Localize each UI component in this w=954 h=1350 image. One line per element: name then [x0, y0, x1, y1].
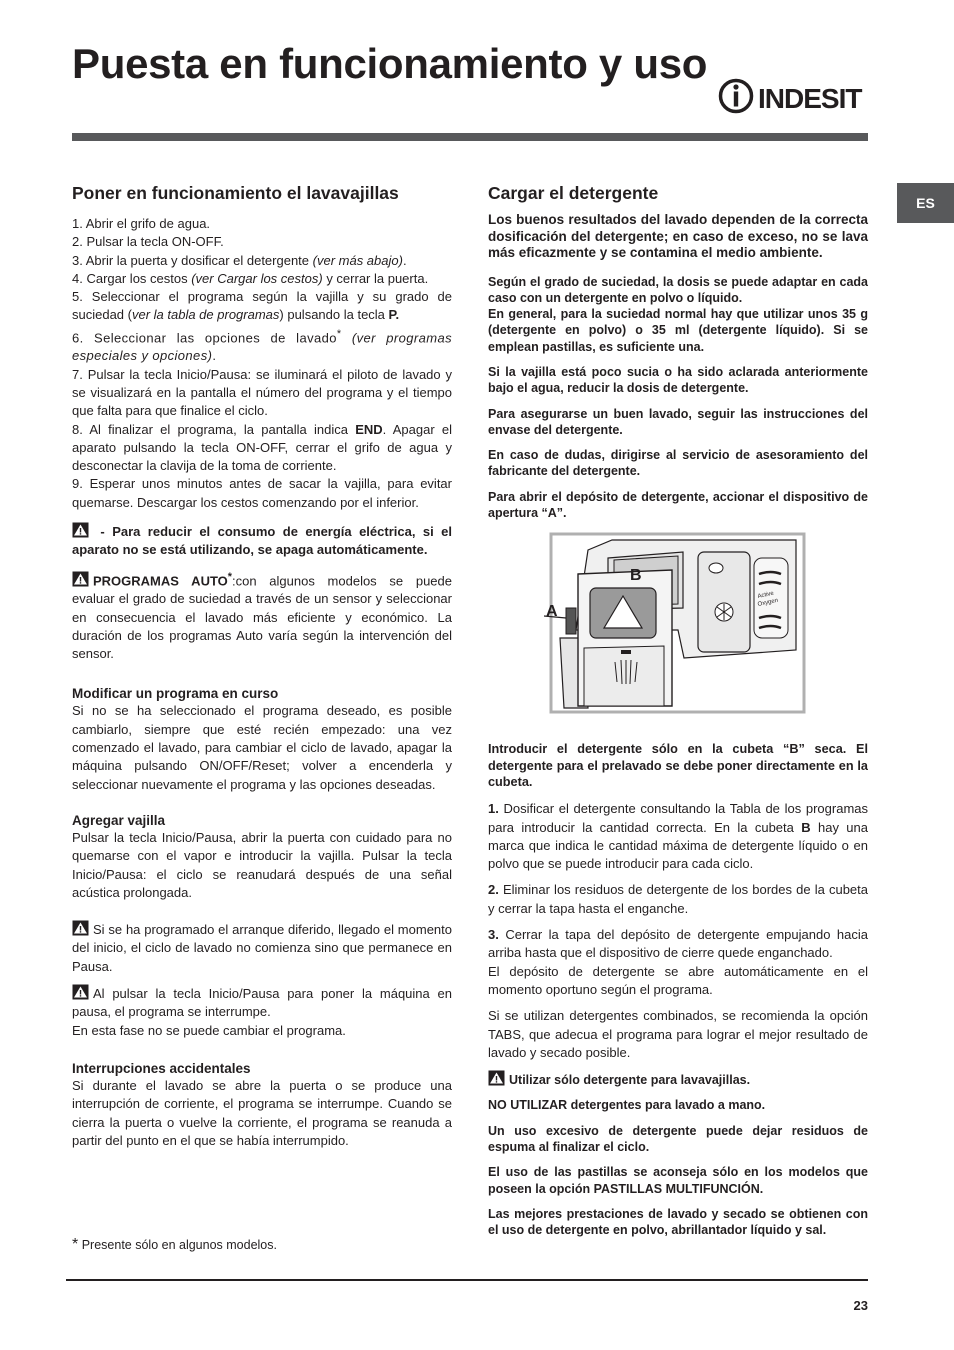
warning-icon	[72, 571, 89, 587]
step-5: 5. Seleccionar el programa según la vajilla y su grado de suciedad (ver la tabla de programas) pulsando la tecla P.	[72, 289, 452, 323]
right-column	[488, 182, 868, 1247]
instruction-2: 2. Eliminar los residuos de detergente de los bordes de la cubeta y cerrar la tapa hasta el enganche.	[488, 882, 868, 916]
step-3: 3. Abrir la puerta y dosificar el detergente (ver más abajo).	[72, 252, 407, 268]
pause-note-2: En esta fase no se puede cambiar el programa.	[72, 1022, 346, 1038]
svg-text:INDESIT: INDESIT	[758, 83, 862, 114]
page-title: Puesta en funcionamiento y uso	[72, 40, 708, 87]
active-oxygen-label-1: Active	[757, 591, 775, 601]
step-4: 4. Cargar los cestos (ver Cargar los cestos) y cerrar la puerta.	[72, 270, 429, 286]
warning-icon	[72, 920, 89, 936]
label-a: A	[546, 603, 558, 621]
step-2: 2. Pulsar la tecla ON-OFF.	[72, 234, 224, 250]
instruction-3: 3. Cerrar la tapa del depósito de detergente empujando hacia arriba hasta que el dispositivo de cierre quede enganchado.	[488, 927, 868, 961]
footer-rule	[66, 1279, 868, 1281]
section-heading-detergent: Cargar el detergente	[488, 183, 659, 203]
active-oxygen-label-2: Oxygen	[757, 598, 779, 609]
warning-excess-detergent: Un uso excesivo de detergente puede dejar residuos de espuma al finalizar el ciclo.	[488, 1123, 868, 1154]
dispenser-illustration	[488, 530, 806, 718]
open-dispenser-text: Para abrir el depósito de detergente, accionar el dispositivo de apertura “A”.	[488, 489, 868, 521]
delayed-start-note: Si se ha programado el arranque diferido, llegado el momento del inicio, el ciclo de lavado no comienza sino que permanece en Pausa.	[72, 922, 452, 974]
warning-icon	[72, 522, 89, 538]
detergent-dispenser-figure	[488, 530, 806, 718]
warning-no-hand-detergent: NO UTILIZAR detergentes para lavado a mano.	[488, 1098, 766, 1113]
modify-heading: Modificar un programa en curso	[72, 686, 279, 702]
step-6: 6. Seleccionar las opciones de lavado* (ver programas especiales y opciones).	[72, 327, 452, 364]
add-dishes-text: Pulsar la tecla Inicio/Pausa, abrir la puerta con cuidado para no quemarse con el vapor e introducir la vajilla. Pulsar la tecla Inicio/Pausa: el ciclo se reanudará después de una señal acústica prolongada.	[72, 829, 452, 900]
tabs-text: Si se utilizan detergentes combinados, se recomienda la opción TABS, que adecua el programa para lograr el mejor resultado de lavado y secado posible.	[488, 1008, 868, 1060]
dry-compartment-text: Introducir el detergente sólo en la cubeta “B” seca. El detergente para el prelavado se debe poner directamente en la cubeta.	[488, 742, 868, 789]
interruptions-heading: Interrupciones accidentales	[72, 1060, 251, 1076]
warning-dishwasher-only: Utilizar sólo detergente para lavavajillas.	[488, 1070, 868, 1088]
step-8: 8. Al finalizar el programa, la pantalla indica END. Apagar el aparato pulsando la tecla ON-OFF, cerrar el grifo de agua y desconectar la clavija de la toma de corriente.	[72, 421, 452, 474]
instruction-1: 1. Dosificar el detergente consultando la Tabla de los programas para introducir la cantidad correcta. En la cubeta B hay una marca que indica le cantidad máxima de detergente líquido o en polvo que se puede introducir para cada ciclo.	[488, 801, 868, 872]
energy-note: - Para reducir el consumo de energía eléctrica, si el aparato no se está utilizando, se apaga automáticamente.	[72, 524, 452, 558]
dose-text-2: En general, para la suciedad normal hay que utilizar unos 35 g (detergente en polvo) o 35 ml (detergente líquido). Si se emplean pastillas, es suficiente una.	[488, 307, 868, 354]
modify-text: Si no se ha seleccionado el programa deseado, es posible cambiarlo, siempre que esté recién empezado: una vez comenzado el lavado, para cambiar el ciclo de lavado, apagar la máquina pulsando ON/OFF/Reset; volver a encenderla y seleccionar nuevamente el programa y las opciones deseadas.	[72, 703, 452, 792]
indesit-logo	[718, 78, 870, 114]
best-performance-text: Las mejores prestaciones de lavado y secado se obtienen con el uso de detergente en polvo, abrillantador líquido y sal.	[488, 1206, 868, 1238]
advice-text: En caso de dudas, dirigirse al servicio de asesoramiento del fabricante del detergente.	[488, 448, 868, 479]
warning-icon	[488, 1070, 505, 1086]
section-heading-start: Poner en funcionamiento el lavavajillas	[72, 183, 399, 203]
warning-icon	[72, 984, 89, 1000]
light-soil-text: Si la vajilla está poco sucia o ha sido aclarada anteriormente bajo el agua, reducir la dosis de detergente.	[488, 364, 868, 396]
auto-programs-note: PROGRAMAS AUTO*:con algunos modelos se puede evaluar el grado de suciedad a través de un sensor y seleccionar en consecuencia el lavado más eficiente y económico. La duración de los programas Auto varía según la intervención del sensor.	[72, 570, 452, 662]
interruptions-text: Si durante el lavado se abre la puerta o se produce una interrupción de corriente, el programa se interrumpe. Cuando se cierra la puerta o vuelve la corriente, el programa se reanuda a partir del punto en el que se había interrumpido.	[72, 1077, 452, 1148]
header-rule	[72, 133, 868, 141]
step-9: 9. Esperar unos minutos antes de sacar la vajilla, para evitar quemarse. Descargar los cestos comenzando por el inferior.	[72, 476, 452, 510]
instructions-text: Para asegurarse un buen lavado, seguir las instrucciones del envase del detergente.	[488, 406, 868, 437]
step-1: 1. Abrir el grifo de agua.	[72, 216, 211, 231]
footnote: * Presente sólo en algunos modelos.	[72, 1236, 277, 1253]
label-b: B	[630, 567, 642, 585]
pause-note: Al pulsar la tecla Inicio/Pausa para poner la máquina en pausa, el programa se interrumpe.	[72, 986, 452, 1020]
step-7: 7. Pulsar la tecla Inicio/Pausa: se iluminará el piloto de lavado y se visualizará en la pantalla el número del programa y el tiempo que falta para que finalice el ciclo.	[72, 366, 452, 419]
detergent-lead: Los buenos resultados del lavado dependen de la correcta dosificación del detergente; en caso de exceso, no se lava más eficazmente y se contamina el medio ambiente.	[488, 212, 868, 260]
warning-tablets: El uso de las pastillas se aconseja sólo en los modelos que poseen la opción PASTILLAS MULTIFUNCIÓN.	[488, 1165, 868, 1196]
add-dishes-heading: Agregar vajilla	[72, 812, 166, 828]
instruction-3-followup: El depósito de detergente se abre automáticamente en el momento oportuno según el programa.	[488, 963, 868, 997]
language-tab[interactable]: ES	[897, 183, 954, 223]
dose-text-1: Según el grado de suciedad, la dosis se puede adaptar en cada caso con un detergente en polvo o líquido.	[488, 274, 868, 305]
left-column	[72, 182, 452, 1150]
page-number: 23	[853, 1298, 868, 1313]
